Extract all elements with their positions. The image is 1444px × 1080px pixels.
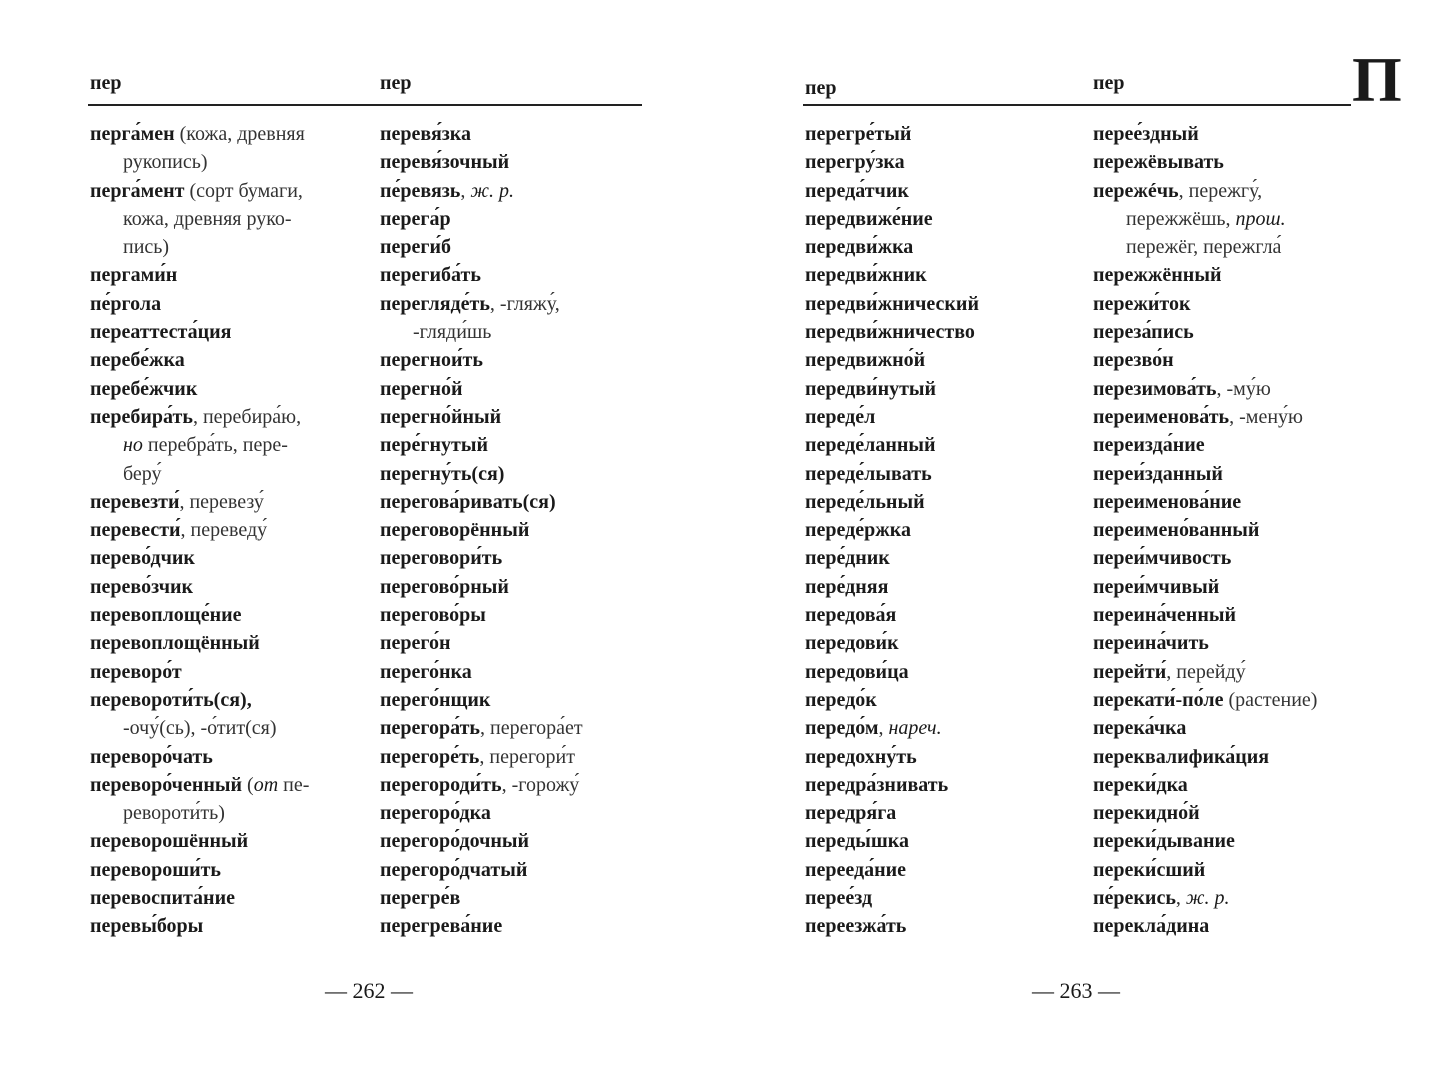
headword: переговорённый <box>380 519 530 542</box>
dictionary-entry <box>90 403 309 431</box>
dictionary-entry <box>90 771 309 799</box>
dictionary-entry <box>805 573 979 601</box>
dictionary-entry <box>805 743 979 771</box>
dictionary-entry <box>805 714 979 742</box>
headword: перевороши́ть <box>90 858 221 881</box>
dictionary-entry <box>1093 856 1317 884</box>
headword: передви́жнический <box>805 292 979 315</box>
entry-text: кожа, древняя руко- <box>123 207 292 230</box>
dictionary-entry <box>380 658 583 686</box>
dictionary-entry <box>90 743 309 771</box>
entry-text: , перейду́ <box>1166 660 1246 683</box>
headword: перевя́зочный <box>380 151 510 174</box>
headword: перека́чка <box>1093 717 1187 740</box>
headword: перегнои́ть <box>380 349 483 372</box>
headword: передви́жник <box>805 264 927 287</box>
headword: перее́зд <box>805 887 873 910</box>
headword: перевоплоще́ние <box>90 604 242 627</box>
dictionary-entry <box>1093 516 1317 544</box>
dictionary-entry <box>1093 375 1317 403</box>
headword: перегоре́ть <box>380 745 480 768</box>
entry-text: (сорт бумаги, <box>184 179 303 202</box>
right-page <box>722 0 1444 1080</box>
grammar-note: ж. р. <box>1185 887 1230 910</box>
headword: перекати́-по́ле <box>1093 688 1224 711</box>
headword: переезжа́ть <box>805 915 907 938</box>
section-letter: П <box>1352 44 1402 115</box>
entry-text: пережжёшь, <box>1126 207 1236 230</box>
headword: перегоро́дка <box>380 802 491 825</box>
headword: перегрева́ние <box>380 915 503 938</box>
dictionary-entry <box>1093 573 1317 601</box>
headword: переки́сший <box>1093 858 1206 881</box>
dictionary-entry <box>380 148 583 176</box>
entry-text: беру́ <box>123 462 162 485</box>
dictionary-entry <box>1093 148 1317 176</box>
entry-text: -очу́(сь), -о́тит(ся) <box>123 717 277 740</box>
headword: переде́ланный <box>805 434 936 457</box>
entry-column-2 <box>1093 120 1317 941</box>
dictionary-entry <box>1093 488 1317 516</box>
headword: перейти́ <box>1093 660 1167 683</box>
headword: перегороди́ть <box>380 773 502 796</box>
headword: перебе́жка <box>90 349 185 372</box>
dictionary-entry <box>1093 771 1317 799</box>
dictionary-entry <box>380 177 583 205</box>
dictionary-entry <box>805 318 979 346</box>
dictionary-entry <box>380 460 583 488</box>
headword: переименова́ние <box>1093 490 1242 513</box>
entry-continuation <box>90 799 309 827</box>
dictionary-entry <box>380 912 583 940</box>
dictionary-entry <box>90 318 309 346</box>
headword: переворо́т <box>90 660 182 683</box>
headword: перегре́тый <box>805 123 912 145</box>
dictionary-entry <box>805 856 979 884</box>
dictionary-entry <box>90 827 309 855</box>
dictionary-entry <box>805 403 979 431</box>
headword: перегоро́дчатый <box>380 858 528 881</box>
dictionary-entry <box>1093 403 1317 431</box>
dictionary-entry <box>90 544 309 572</box>
headword: передря́га <box>805 802 897 825</box>
headword: перезимова́ть <box>1093 377 1217 400</box>
headword: перебе́жчик <box>90 377 198 400</box>
headword: пере́дняя <box>805 575 889 598</box>
headword: перга́мент <box>90 179 185 202</box>
entry-continuation <box>380 318 583 346</box>
dictionary-entry <box>380 686 583 714</box>
dictionary-entry <box>1093 743 1317 771</box>
entry-continuation <box>90 714 309 742</box>
dictionary-entry <box>380 544 583 572</box>
entry-text: рукопись) <box>123 151 208 174</box>
entry-continuation <box>1093 205 1317 233</box>
dictionary-entry <box>380 261 583 289</box>
dictionary-entry <box>380 573 583 601</box>
headword: переде́льный <box>805 490 925 513</box>
dictionary-entry <box>805 460 979 488</box>
headword: пе́рекись <box>1093 887 1176 910</box>
dictionary-entry <box>805 629 979 657</box>
dictionary-entry <box>1093 884 1317 912</box>
dictionary-entry <box>805 120 979 148</box>
dictionary-entry <box>1093 120 1317 148</box>
entry-continuation <box>90 148 309 176</box>
dictionary-entry <box>380 743 583 771</box>
headword: перга́мен <box>90 123 175 145</box>
dictionary-entry <box>380 403 583 431</box>
entry-text: , перегори́т <box>479 745 575 768</box>
dictionary-entry <box>805 601 979 629</box>
entry-text: , переведу́ <box>180 519 268 542</box>
dictionary-entry <box>380 629 583 657</box>
dictionary-entry <box>90 573 309 601</box>
dictionary-entry <box>1093 827 1317 855</box>
dictionary-entry <box>805 375 979 403</box>
dictionary-entry <box>380 233 583 261</box>
entry-text: , перебира́ю, <box>192 405 302 428</box>
dictionary-entry <box>90 375 309 403</box>
entry-continuation <box>90 460 309 488</box>
dictionary-entry <box>380 516 583 544</box>
entry-continuation <box>90 233 309 261</box>
entry-column-1 <box>90 120 309 941</box>
dictionary-entry <box>90 856 309 884</box>
entry-text: , -мену́ю <box>1229 405 1303 428</box>
page-number: — 262 — <box>325 978 413 1003</box>
dictionary-entry <box>380 771 583 799</box>
headword: передра́знивать <box>805 773 949 796</box>
dictionary-entry <box>90 261 309 289</box>
headword: переворо́ченный <box>90 773 243 796</box>
dictionary-entry <box>380 856 583 884</box>
dictionary-entry <box>1093 261 1317 289</box>
entry-text: ревороти́ть) <box>123 802 225 825</box>
headword: перееда́ние <box>805 858 907 881</box>
headword: пере́дник <box>805 547 890 570</box>
headword: переда́тчик <box>805 179 909 202</box>
headword: перегиба́ть <box>380 264 481 287</box>
dictionary-entry <box>380 488 583 516</box>
grammar-note: прош. <box>1235 207 1286 230</box>
headword: переде́лывать <box>805 462 932 485</box>
headword: перее́здный <box>1093 123 1199 145</box>
headword: перего́н <box>380 632 451 655</box>
entry-text: пережёг, пережгла́ <box>1126 236 1282 259</box>
headword: передови́ца <box>805 660 909 683</box>
headword: перегно́й <box>380 377 463 400</box>
dictionary-entry <box>1093 912 1317 940</box>
headword: передвижно́й <box>805 349 926 372</box>
headword: переза́пись <box>1093 321 1194 344</box>
dictionary-entry <box>1093 460 1317 488</box>
headword: переквалифика́ция <box>1093 745 1270 768</box>
headword: перегну́ть(ся) <box>380 462 505 485</box>
headword: пере́гнутый <box>380 434 488 457</box>
headword: переки́дка <box>1093 773 1188 796</box>
entry-column-2 <box>380 120 583 941</box>
headword: перевоплощённый <box>90 632 260 655</box>
headword: перево́зчик <box>90 575 194 598</box>
entry-text: , <box>460 179 471 202</box>
dictionary-entry <box>805 827 979 855</box>
headword: перевести́ <box>90 519 181 542</box>
running-header-right: пер <box>380 72 412 94</box>
dictionary-entry <box>90 120 309 148</box>
headword: передвиже́ние <box>805 207 933 230</box>
grammar-note: но <box>123 434 143 457</box>
headword: передо́к <box>805 688 877 711</box>
headword: переки́дывание <box>1093 830 1235 853</box>
dictionary-entry <box>1093 714 1317 742</box>
headword: переи́мчивый <box>1093 575 1220 598</box>
dictionary-entry <box>90 686 309 714</box>
dictionary-entry <box>805 148 979 176</box>
grammar-note: ж. р. <box>470 179 514 202</box>
headword: переименова́ть <box>1093 405 1230 428</box>
headword: пе́ревязь <box>380 179 461 202</box>
running-header-left: пер <box>805 77 837 99</box>
dictionary-entry <box>380 884 583 912</box>
headword: передви́нутый <box>805 377 937 400</box>
grammar-note: нареч. <box>888 717 942 740</box>
headword: переговори́ть <box>380 547 503 570</box>
header-rule <box>88 104 642 106</box>
dictionary-entry <box>1093 544 1317 572</box>
headword: переде́л <box>805 405 876 428</box>
entry-continuation <box>90 205 309 233</box>
dictionary-entry <box>805 686 979 714</box>
headword: переды́шка <box>805 830 909 853</box>
dictionary-entry <box>90 658 309 686</box>
entry-text: (кожа, древняя <box>174 123 305 145</box>
dictionary-entry <box>380 205 583 233</box>
dictionary-entry <box>1093 290 1317 318</box>
page-number: — 263 — <box>1032 978 1120 1003</box>
headword: переги́б <box>380 236 452 259</box>
entry-text: , <box>1175 887 1186 910</box>
headword: пережжённый <box>1093 264 1222 287</box>
entry-continuation <box>1093 233 1317 261</box>
headword: передви́жка <box>805 236 914 259</box>
entry-text: ( <box>242 773 254 796</box>
dictionary-entry <box>1093 686 1317 714</box>
dictionary-entry <box>805 912 979 940</box>
headword: переи́мчивость <box>1093 547 1232 570</box>
entry-text: , перевезу́ <box>179 490 264 513</box>
headword: пережёвывать <box>1093 151 1224 174</box>
dictionary-entry <box>805 771 979 799</box>
dictionary-entry <box>1093 177 1317 205</box>
dictionary-entry <box>90 488 309 516</box>
headword: переи́зданный <box>1093 462 1223 485</box>
headword: переина́чить <box>1093 632 1209 655</box>
entry-text: , -гляжу́, <box>489 292 560 315</box>
headword: передохну́ть <box>805 745 917 768</box>
dictionary-entry <box>90 290 309 318</box>
dictionary-entry <box>380 375 583 403</box>
headword: пережéчь <box>1093 179 1179 202</box>
dictionary-entry <box>380 799 583 827</box>
headword: перекидно́й <box>1093 802 1200 825</box>
entry-text: пись) <box>123 236 170 259</box>
dictionary-entry <box>90 629 309 657</box>
headword: передви́жничество <box>805 321 975 344</box>
headword: перегора́ть <box>380 717 480 740</box>
dictionary-entry <box>1093 629 1317 657</box>
headword: пе́ргола <box>90 292 162 315</box>
dictionary-entry <box>1093 431 1317 459</box>
headword: перего́нщик <box>380 688 491 711</box>
headword: перега́р <box>380 207 451 230</box>
dictionary-entry <box>1093 346 1317 374</box>
dictionary-entry <box>805 658 979 686</box>
headword: пергами́н <box>90 264 178 287</box>
dictionary-entry <box>90 516 309 544</box>
dictionary-entry <box>1093 601 1317 629</box>
dictionary-entry <box>380 714 583 742</box>
headword: перегляде́ть <box>380 292 490 315</box>
dictionary-entry <box>90 177 309 205</box>
headword: пережи́ток <box>1093 292 1191 315</box>
dictionary-entry <box>380 601 583 629</box>
headword: переимено́ванный <box>1093 519 1260 542</box>
headword: перегова́ривать(ся) <box>380 490 556 513</box>
dictionary-entry <box>380 290 583 318</box>
headword: перегово́ры <box>380 604 486 627</box>
dictionary-entry <box>1093 658 1317 686</box>
entry-text: , перегора́ет <box>480 717 583 740</box>
dictionary-entry <box>380 827 583 855</box>
dictionary-entry <box>805 544 979 572</box>
entry-text: перебра́ть, пере- <box>142 434 288 457</box>
entry-text: , -горожу́ <box>501 773 580 796</box>
entry-text: пе- <box>278 773 310 796</box>
headword: перевезти́ <box>90 490 180 513</box>
entry-text: -гляди́шь <box>413 321 492 344</box>
headword: перегно́йный <box>380 405 502 428</box>
dictionary-entry <box>380 346 583 374</box>
headword: перего́нка <box>380 660 472 683</box>
dictionary-entry <box>805 346 979 374</box>
entry-continuation <box>90 431 309 459</box>
dictionary-entry <box>805 290 979 318</box>
entry-text: , пережгу́, <box>1178 179 1263 202</box>
dictionary-entry <box>805 431 979 459</box>
headword: перегру́зка <box>805 151 905 174</box>
dictionary-entry <box>805 261 979 289</box>
headword: переина́ченный <box>1093 604 1236 627</box>
dictionary-entry <box>90 346 309 374</box>
dictionary-entry <box>805 516 979 544</box>
headword: перегово́рный <box>380 575 509 598</box>
headword: переде́ржка <box>805 519 911 542</box>
headword: перебира́ть <box>90 405 193 428</box>
entry-text: , <box>878 717 889 740</box>
entry-column-1 <box>805 120 979 941</box>
dictionary-entry <box>805 205 979 233</box>
dictionary-entry <box>805 177 979 205</box>
headword: передова́я <box>805 604 897 627</box>
dictionary-entry <box>380 120 583 148</box>
dictionary-entry <box>805 884 979 912</box>
dictionary-entry <box>90 601 309 629</box>
dictionary-entry <box>805 233 979 261</box>
headword: перевы́боры <box>90 915 204 938</box>
entry-text: , -му́ю <box>1216 377 1271 400</box>
headword: перевоспита́ние <box>90 887 235 910</box>
grammar-note: от <box>253 773 279 796</box>
dictionary-entry <box>90 912 309 940</box>
headword: перегре́в <box>380 887 461 910</box>
headword: перегоро́дочный <box>380 830 530 853</box>
headword: переизда́ние <box>1093 434 1205 457</box>
headword: перевя́зка <box>380 123 472 145</box>
headword: перекла́дина <box>1093 915 1210 938</box>
headword: перезво́н <box>1093 349 1174 372</box>
headword: перевороти́ть(ся), <box>90 688 252 711</box>
dictionary-entry <box>90 884 309 912</box>
headword: переаттеста́ция <box>90 321 232 344</box>
dictionary-entry <box>1093 318 1317 346</box>
entry-text: (растение) <box>1223 688 1318 711</box>
dictionary-entry <box>1093 799 1317 827</box>
dictionary-entry <box>380 431 583 459</box>
header-rule <box>803 104 1351 106</box>
headword: перево́дчик <box>90 547 195 570</box>
headword: передови́к <box>805 632 899 655</box>
running-header-right: пер <box>1093 72 1125 94</box>
headword: переворошённый <box>90 830 249 853</box>
running-header-left: пер <box>90 72 122 94</box>
dictionary-entry <box>805 799 979 827</box>
dictionary-entry <box>805 488 979 516</box>
headword: переворо́чать <box>90 745 213 768</box>
headword: передо́м <box>805 717 879 740</box>
